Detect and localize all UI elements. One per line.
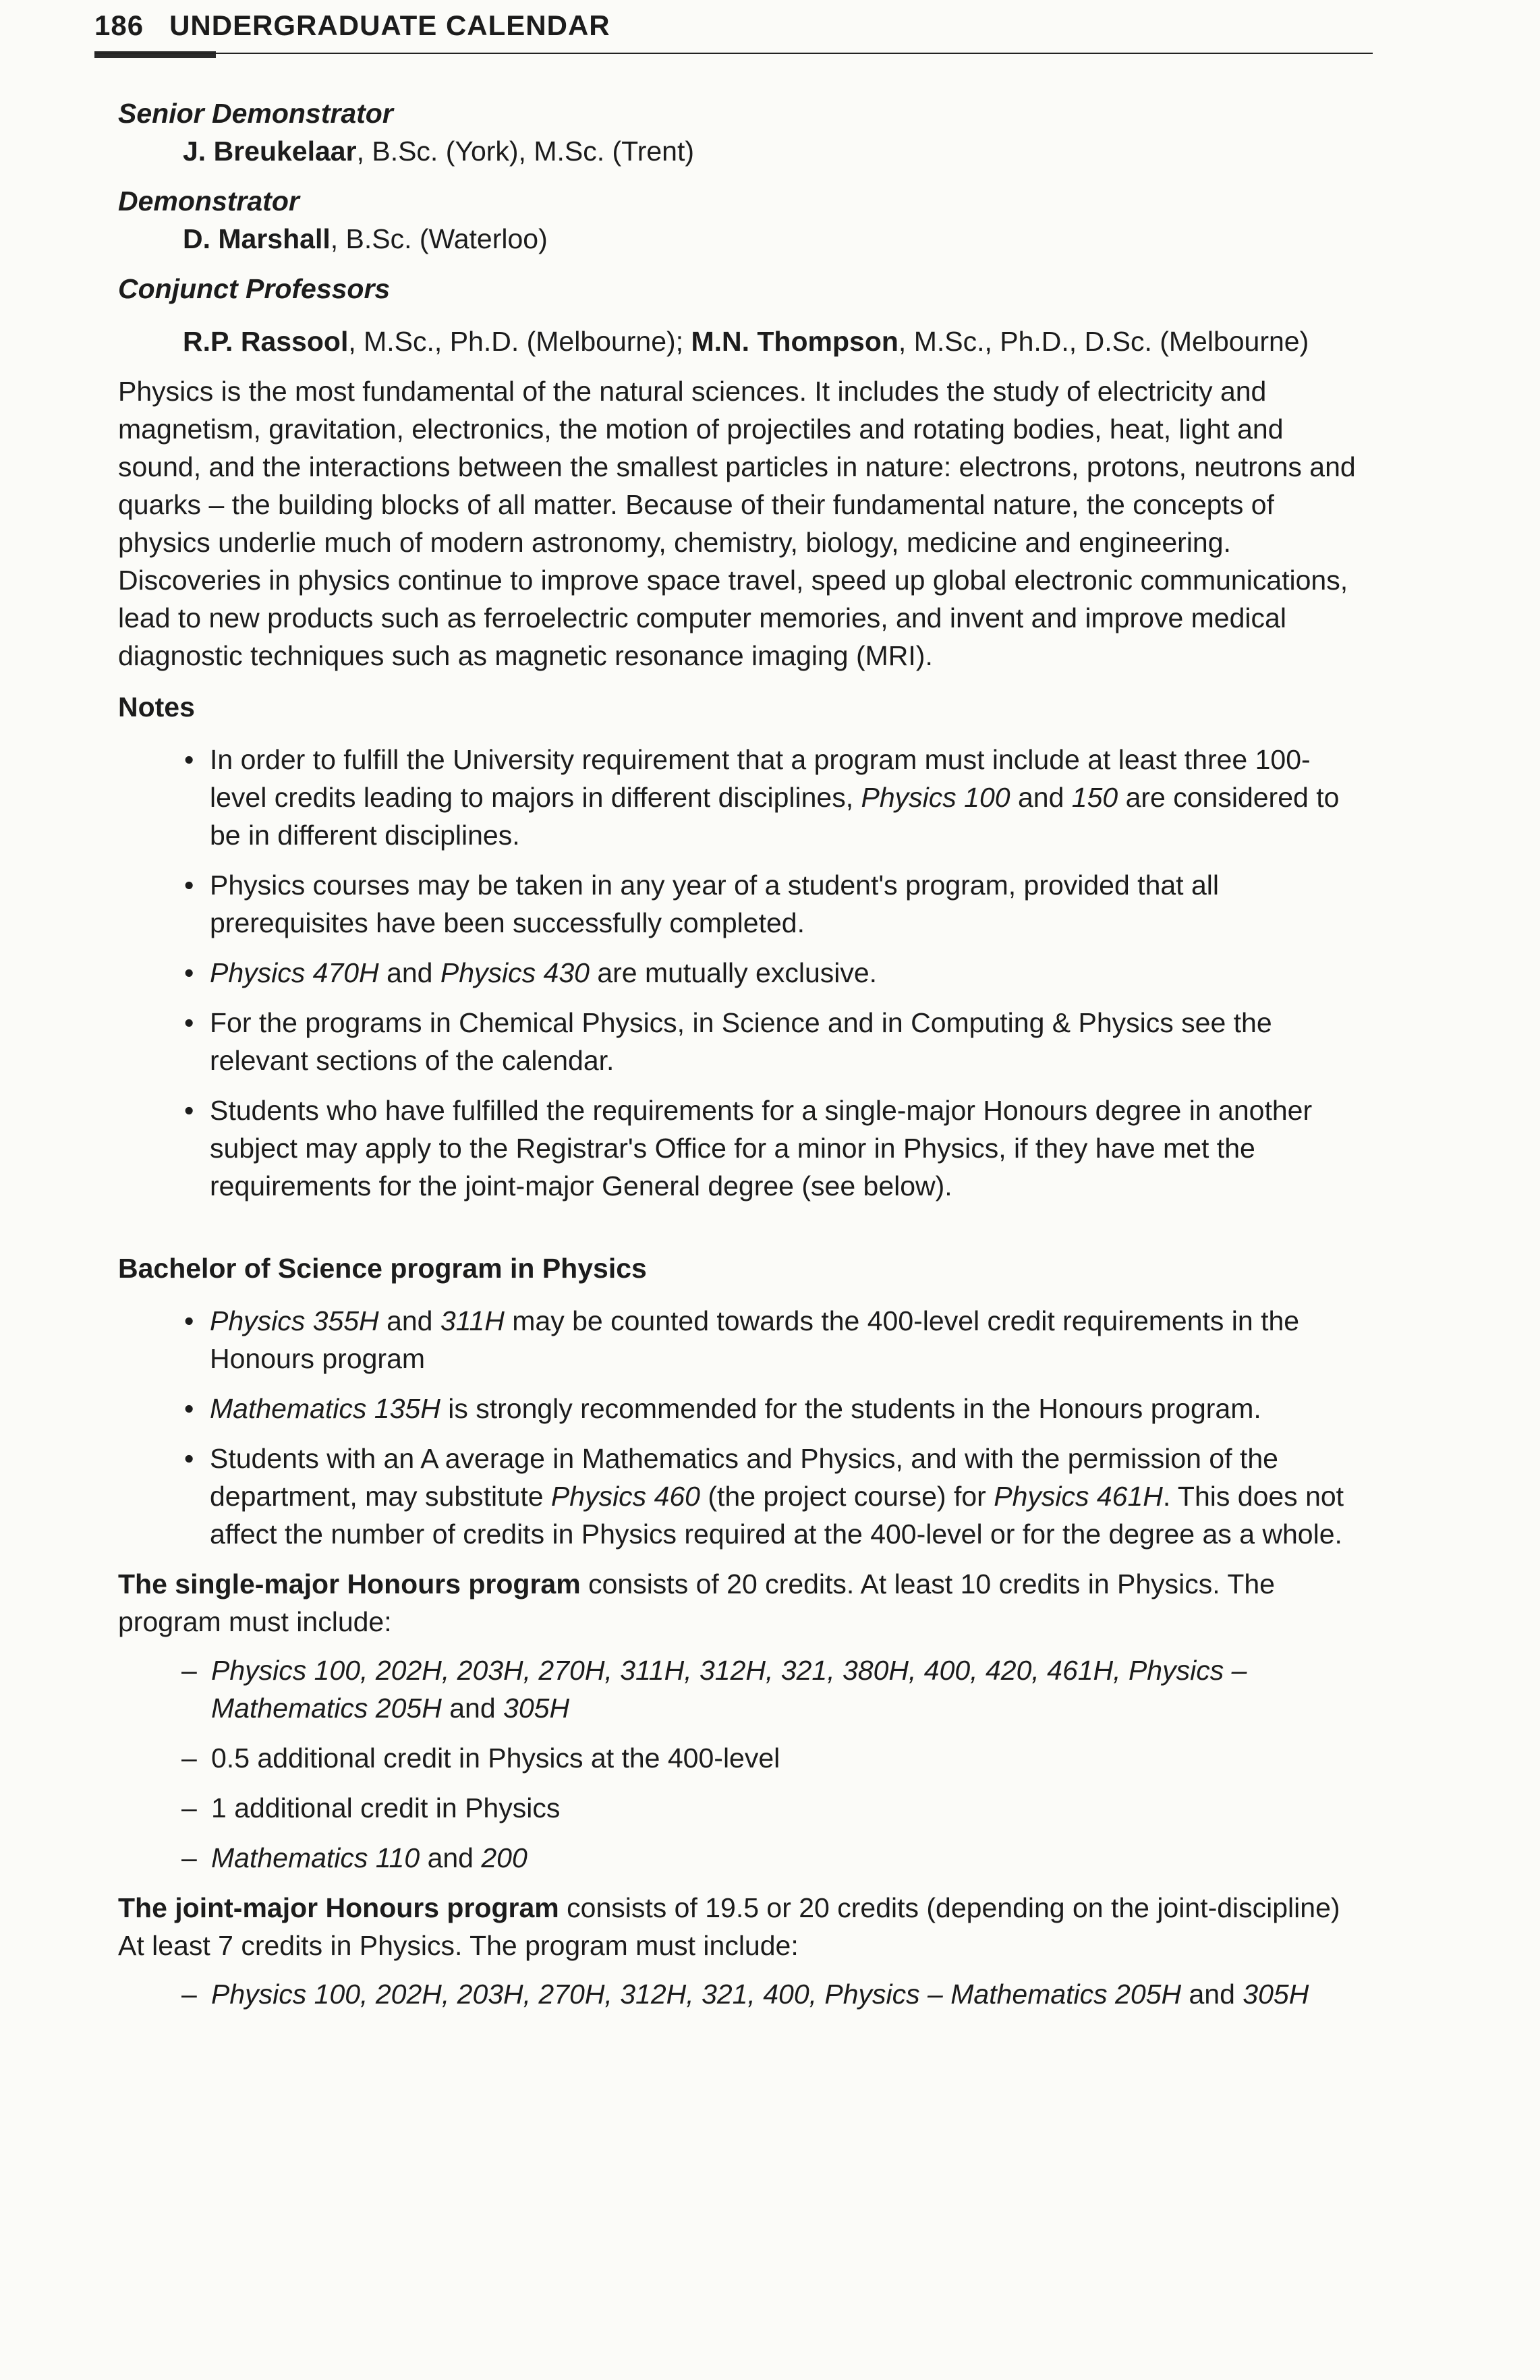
bsc-list	[118, 1302, 1359, 1553]
role-conjunct-professors: Conjunct Professors	[118, 273, 391, 304]
header-rule	[94, 53, 1373, 54]
list-item: – Physics 100, 202H, 203H, 270H, 312H, 321, 400, Physics – Mathematics 205H and 305H	[211, 1975, 1359, 2013]
notes-heading: Notes	[118, 691, 195, 722]
list-item: – Mathematics 110 and 200	[211, 1839, 1359, 1877]
list-item: • Physics courses may be taken in any year of a student's program, provided that all prerequisites have been successfully completed.	[210, 866, 1359, 942]
staff-credentials: , B.Sc. (York), M.Sc. (Trent)	[356, 136, 694, 167]
single-major-lead: The single-major Honours program	[118, 1568, 581, 1599]
page-content	[118, 94, 1359, 2025]
notes-list	[118, 741, 1359, 1205]
staff-entry-breukelaar	[118, 132, 1359, 170]
list-item: • For the programs in Chemical Physics, in Science and in Computing & Physics see the relevant sections of the calendar.	[210, 1004, 1359, 1079]
page-header	[94, 9, 610, 42]
single-major-paragraph: The single-major Honours program consists of 20 credits. At least 10 credits in Physics. The program must include:	[118, 1568, 1275, 1637]
bsc-heading: Bachelor of Science program in Physics	[118, 1253, 647, 1284]
joint-major-lead: The joint-major Honours program	[118, 1892, 559, 1923]
staff-entry-marshall	[118, 220, 1359, 258]
role-demonstrator: Demonstrator	[118, 186, 300, 217]
list-item: • Students with an A average in Mathematics and Physics, and with the permission of the department, may substitute Physics 460 (the project course) for Physics 461H. This does not affect the number of credits in Physics required at the 400-level or for the degree as a whole.	[210, 1440, 1359, 1553]
staff-name: J. Breukelaar	[183, 136, 357, 167]
staff-name: M.N. Thompson	[691, 326, 899, 357]
list-item: – Physics 100, 202H, 203H, 270H, 311H, 312H, 321, 380H, 400, 420, 461H, Physics – Mathematics 205H and 305H	[211, 1651, 1359, 1727]
staff-credentials: , B.Sc. (Waterloo)	[330, 223, 548, 254]
list-item: – 1 additional credit in Physics	[211, 1789, 1359, 1827]
page-number: 186	[94, 9, 144, 41]
staff-credentials: , M.Sc., Ph.D., D.Sc. (Melbourne)	[898, 326, 1309, 357]
staff-name: D. Marshall	[183, 223, 331, 254]
single-major-requirements	[118, 1651, 1359, 1877]
joint-major-requirements	[118, 1975, 1359, 2013]
running-title: UNDERGRADUATE CALENDAR	[169, 9, 610, 41]
staff-name: R.P. Rassool	[183, 326, 349, 357]
list-item: – 0.5 additional credit in Physics at the 400-level	[211, 1739, 1359, 1777]
list-item: • Physics 470H and Physics 430 are mutually exclusive.	[210, 954, 1359, 992]
role-senior-demonstrator: Senior Demonstrator	[118, 98, 393, 129]
staff-credentials: , M.Sc., Ph.D. (Melbourne);	[348, 326, 691, 357]
list-item: • Students who have fulfilled the requirements for a single-major Honours degree in another subject may apply to the Registrar's Office for a minor in Physics, if they have met the requirements for the joint-major General degree (see below).	[210, 1092, 1359, 1205]
staff-entry-conjunct	[118, 322, 1359, 360]
list-item: • In order to fulfill the University requirement that a program must include at least three 100-level credits leading to majors in different disciplines, Physics 100 and 150 are considered to be in different disciplines.	[210, 741, 1359, 854]
joint-major-paragraph: The joint-major Honours program consists of 19.5 or 20 credits (depending on the joint-discipline) At least 7 credits in Physics. The program must include:	[118, 1892, 1340, 1961]
list-item: • Physics 355H and 311H may be counted towards the 400-level credit requirements in the Honours program	[210, 1302, 1359, 1378]
intro-paragraph: Physics is the most fundamental of the natural sciences. It includes the study of electricity and magnetism, gravitation, electronics, the motion of projectiles and rotating bodies, heat, light and sound, and the interactions between the smallest particles in nature: electrons, protons, neutrons and quarks – the building blocks of all matter. Because of their fundamental nature, the concepts of physics underlie much of modern astronomy, chemistry, biology, medicine and engineering. Discoveries in physics continue to improve space travel, speed up global electronic communications, lead to new products such as ferroelectric computer memories, and invent and improve medical diagnostic techniques such as magnetic resonance imaging (MRI).	[118, 376, 1356, 671]
list-item: • Mathematics 135H is strongly recommended for the students in the Honours program.	[210, 1390, 1359, 1427]
